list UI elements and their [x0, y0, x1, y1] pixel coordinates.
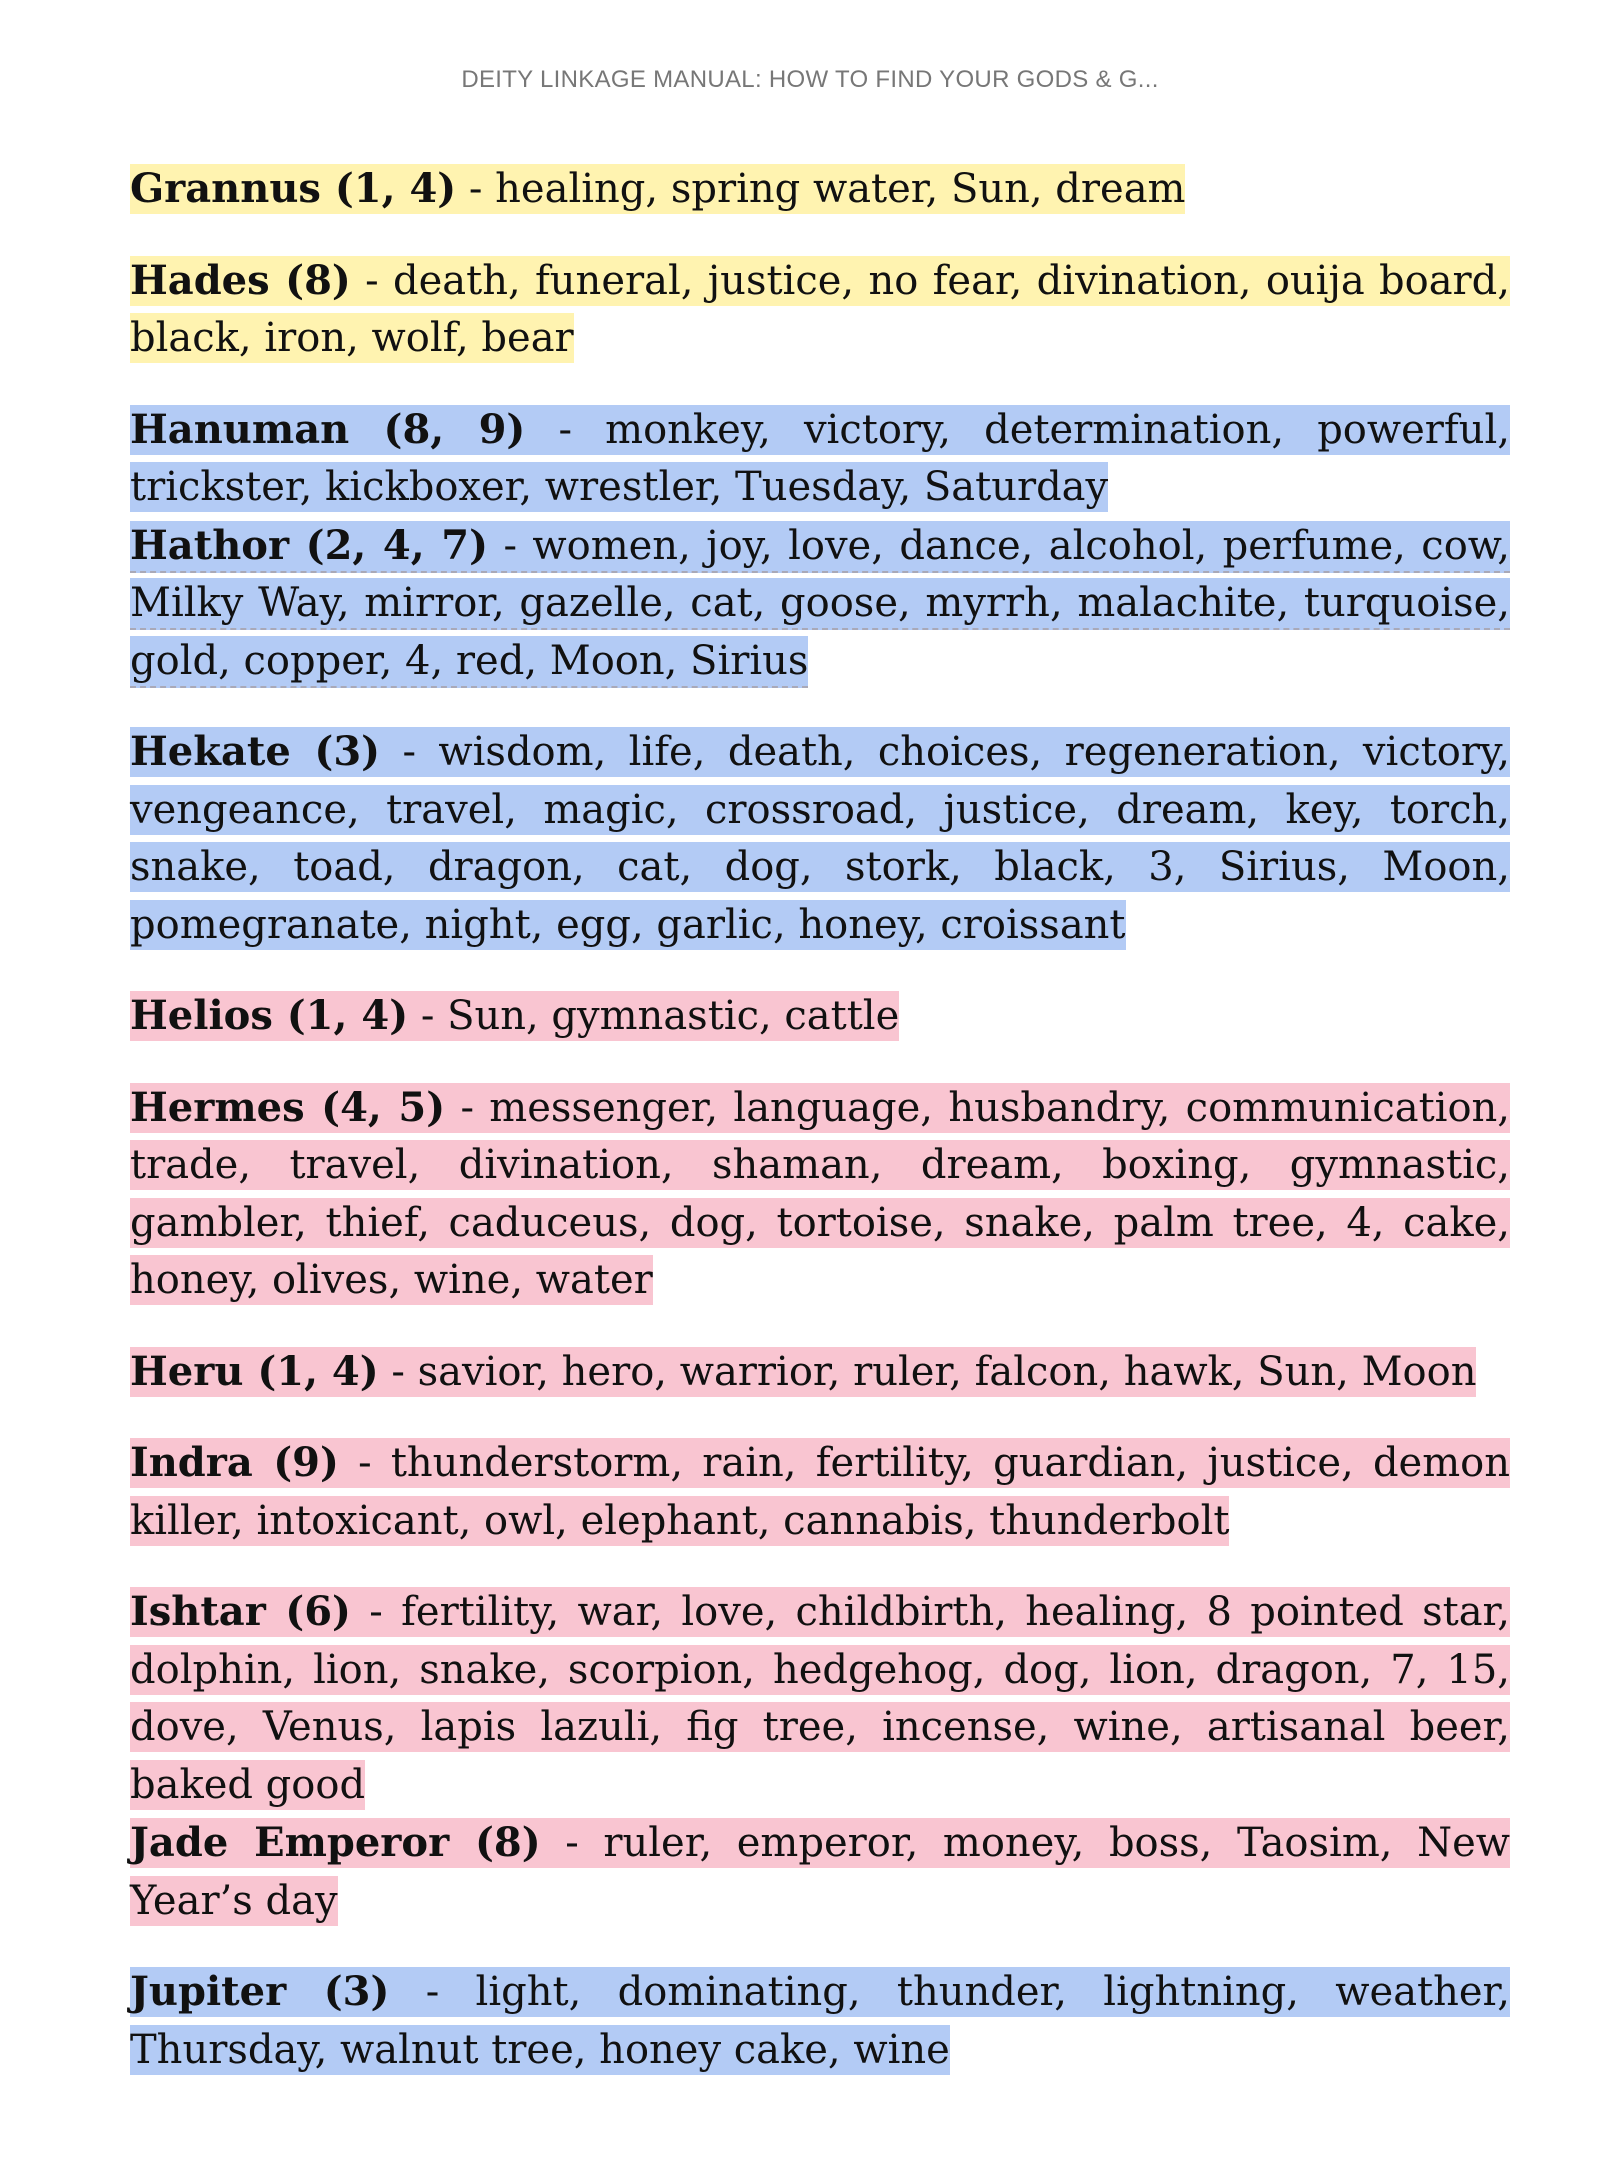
deity-attributes: - messenger, language, husbandry, communication, trade, travel, divination, shaman, dream, boxing, gymnastic, gambler, thief, caduceus, dog, tortoise, snake, palm tree, 4, cake, honey, olives, wine, water: [130, 1084, 1510, 1303]
entry-helios[interactable]: [130, 987, 1510, 1046]
deity-attributes: - Sun, gymnastic, cattle: [408, 993, 900, 1039]
deity-name: Ishtar (6): [130, 1588, 351, 1635]
deity-attributes: - healing, spring water, Sun, dream: [456, 166, 1186, 212]
deity-attributes: - death, funeral, justice, no fear, divination, ouija board, black, iron, wolf, bear: [130, 257, 1510, 361]
entry-ishtar[interactable]: [130, 1583, 1510, 1814]
deity-name: Hanuman (8, 9): [130, 405, 526, 453]
deity-name: Hermes (4, 5): [130, 1083, 446, 1131]
deity-name: Hekate (3): [130, 728, 381, 775]
deity-name: Grannus (1, 4): [130, 165, 457, 212]
deity-attributes: - wisdom, life, death, choices, regeneration, victory, vengeance, travel, magic, crossroad, justice, dream, key, torch, snake, toad, dragon, cat, dog, stork, black, 3, Sirius, Moon, pomegranate, night, egg, garlic, honey, croissant: [130, 729, 1510, 948]
entry-jupiter[interactable]: [130, 1963, 1510, 2079]
deity-attributes: - women, joy, love, dance, alcohol, perfume, cow, Milky Way, mirror, gazelle, cat, goose, myrrh, malachite, turquoise, gold, copper, 4, red, Moon, Sirius: [130, 522, 1510, 684]
entry-hekate[interactable]: [130, 723, 1510, 954]
deity-attributes: - light, dominating, thunder, lightning, weather, Thursday, walnut tree, honey cake, wine: [130, 1969, 1510, 2073]
running-header: DEITY LINKAGE MANUAL: HOW TO FIND YOUR GODS & G...: [461, 66, 1159, 93]
deity-attributes: - thunderstorm, rain, fertility, guardian, justice, demon killer, intoxicant, owl, elephant, cannabis, thunderbolt: [130, 1440, 1510, 1544]
deity-attributes: - savior, hero, warrior, ruler, falcon, hawk, Sun, Moon: [378, 1348, 1477, 1395]
deity-name: Hathor (2, 4, 7): [130, 521, 489, 569]
entry-hermes[interactable]: [130, 1079, 1510, 1310]
deity-name: Jupiter (3): [130, 1968, 390, 2015]
entry-jade-emperor[interactable]: [130, 1814, 1510, 1930]
deity-name: Hades (8): [130, 256, 351, 304]
deity-name: Heru (1, 4): [130, 1347, 379, 1395]
deity-attributes: - monkey, victory, determination, powerful, trickster, kickboxer, wrestler, Tuesday, Saturday: [130, 406, 1510, 510]
deity-name: Jade Emperor (8): [130, 1819, 541, 1866]
entry-indra[interactable]: [130, 1434, 1510, 1550]
deity-list: [130, 160, 1510, 2112]
deity-attributes: - fertility, war, love, childbirth, healing, 8 pointed star, dolphin, lion, snake, scorpion, hedgehog, dog, lion, dragon, 7, 15, dove, Venus, lapis lazuli, fig tree, incense, wine, artisanal beer, baked good: [130, 1589, 1510, 1808]
entry-heru[interactable]: [130, 1343, 1510, 1402]
entry-hanuman[interactable]: [130, 401, 1510, 517]
deity-name: Helios (1, 4): [130, 992, 409, 1039]
entry-hathor[interactable]: [130, 517, 1510, 691]
entry-hades[interactable]: [130, 252, 1510, 368]
deity-name: Indra (9): [130, 1439, 339, 1486]
deity-attributes: - ruler, emperor, money, boss, Taosim, New Year’s day: [130, 1820, 1510, 1924]
entry-grannus[interactable]: [130, 160, 1510, 219]
